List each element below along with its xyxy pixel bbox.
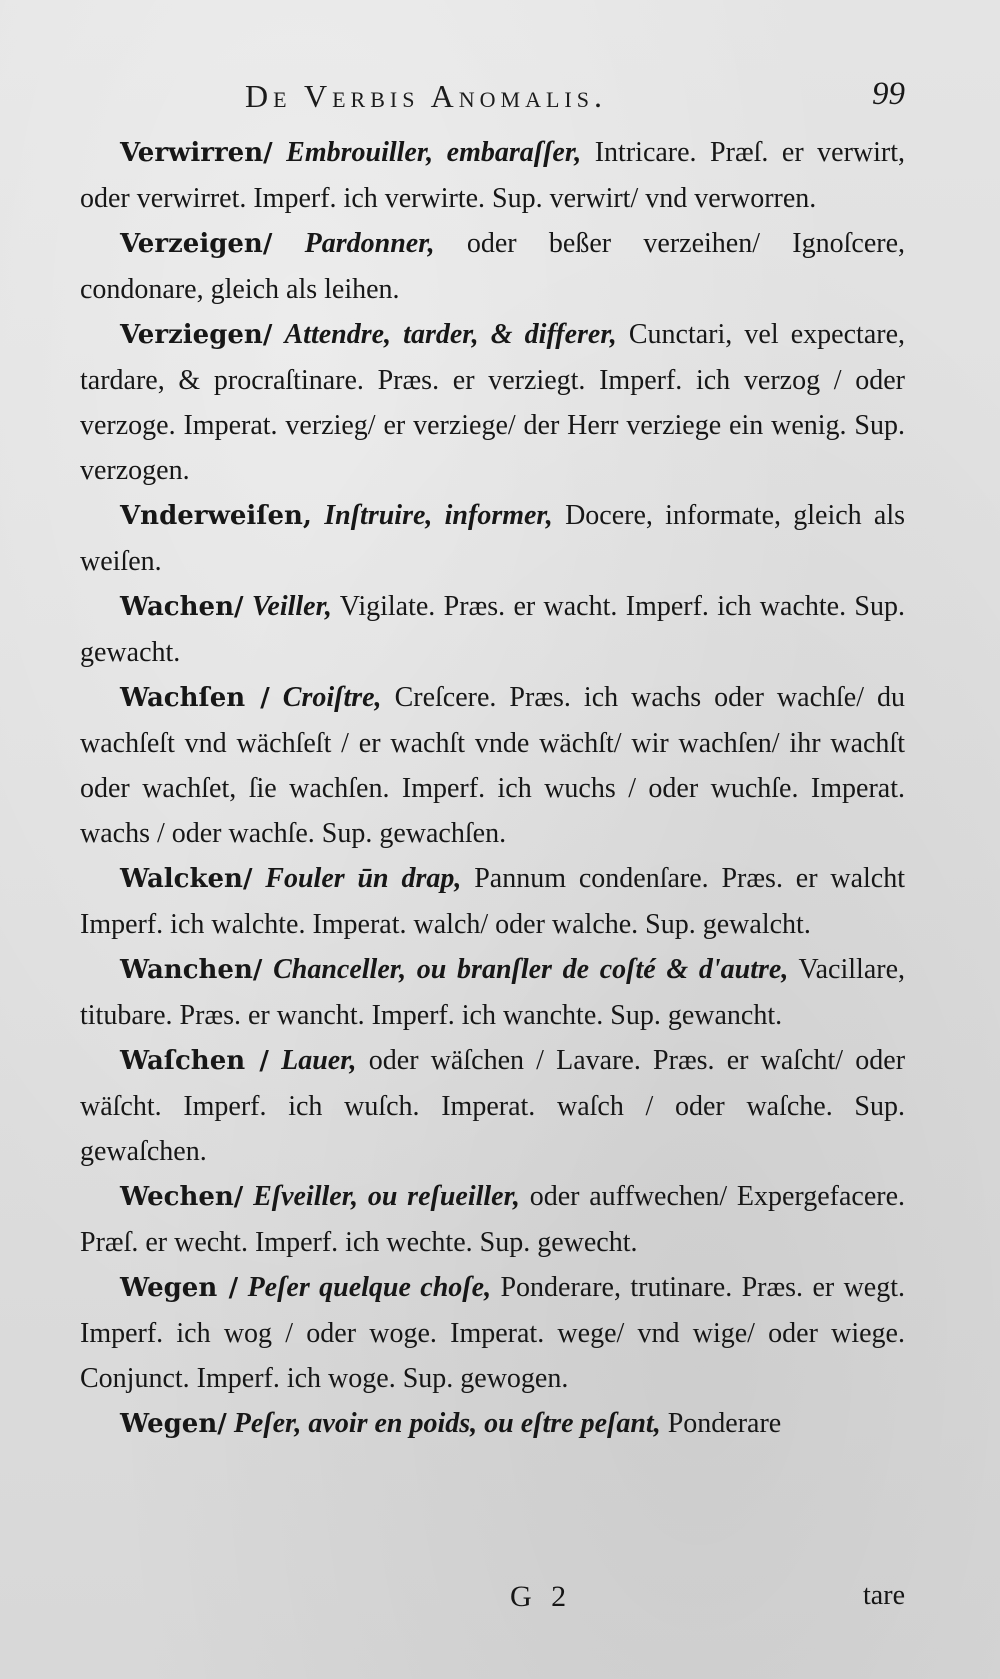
entry-text: Ponderare, trutinare. Præs. er wegt. Imperf. ich wog / oder woge. Imperat. wege/ vnd wige/ oder wiege. Conjunct. Imperf. ich woge. Sup. gewogen. (80, 1272, 906, 1394)
verb-entry (80, 130, 905, 221)
verb-entry (80, 584, 905, 675)
entry-french: Chanceller, ou branſler de coſté & d'autre, (273, 954, 789, 985)
entry-french: Attendre, tarder, & differer, (284, 319, 617, 350)
verb-entry (80, 493, 905, 584)
entry-text: Vigilate. Præs. er wacht. Imperf. ich wachte. Sup. gewacht. (80, 591, 905, 668)
entry-headword: Walcken/ (120, 864, 253, 894)
entry-headword: Verzeigen/ (120, 229, 273, 259)
entry-headword: Wachſen / (120, 683, 270, 713)
entry-french: Veiller, (251, 591, 332, 622)
verb-entry (80, 1174, 905, 1265)
entry-french: Eſveiller, ou reſueiller, (253, 1181, 520, 1212)
dictionary-body (80, 130, 905, 1447)
entry-french: Lauer, (281, 1045, 357, 1076)
entry-text: Intricare. Præſ. er verwirt, oder verwirret. Imperf. ich verwirte. Sup. verwirt/ vnd verworren. (80, 137, 906, 214)
verb-entry (80, 947, 905, 1038)
entry-french: Fouler ūn drap, (265, 863, 462, 894)
verb-entry (80, 675, 905, 856)
entry-french: Peſer, avoir en poids, ou eſtre peſant, (233, 1408, 661, 1439)
entry-text: Cunctari, vel expectare, tardare, & procraſtinare. Præs. er verziegt. Imperf. ich verzog / oder verzoge. Imperat. verzieg/ er verziege/ der Herr verziege ein wenig. Sup. verzogen. (80, 319, 905, 486)
page-footer (80, 1580, 905, 1630)
entry-text: oder auffwechen/ Expergefacere. Præſ. er wecht. Imperf. ich wechte. Sup. gewecht. (80, 1181, 906, 1258)
entry-headword: Wechen/ (120, 1182, 244, 1212)
entry-french: Embrouiller, embaraſſer, (286, 137, 582, 168)
entry-headword: Vnderweiſen, (120, 501, 312, 531)
entry-headword: Wanchen/ (120, 955, 263, 985)
entry-french: Croiſtre, (282, 682, 382, 713)
catchword: tare (863, 1580, 905, 1611)
entry-text: Ponderare (667, 1408, 782, 1439)
entry-text: Docere, informate, gleich als weiſen. (80, 500, 906, 577)
running-title: De Verbis Anomalis. (245, 78, 607, 114)
entry-headword: Wachen/ (120, 592, 244, 622)
verb-entry (80, 1265, 905, 1401)
verb-entry (80, 221, 905, 312)
entry-text: Vacillare, titubare. Præs. er wancht. Imperf. ich wanchte. Sup. gewancht. (80, 954, 906, 1031)
entry-text: Pannum condenſare. Præs. er walcht Imperf. ich walchte. Imperat. walch/ oder walche. Sup. gewalcht. (80, 863, 906, 940)
entry-text: oder wäſchen / Lavare. Præs. er waſcht/ oder wäſcht. Imperf. ich wuſch. Imperat. waſch / oder waſche. Sup. gewaſchen. (80, 1045, 906, 1167)
entry-headword: Verziegen/ (120, 320, 273, 350)
page-number: 99 (872, 76, 905, 112)
signature-mark: G 2 (510, 1580, 573, 1613)
verb-entry (80, 1401, 905, 1447)
entry-french: Inſtruire, informer, (324, 500, 553, 531)
entry-headword: Verwirren/ (120, 138, 273, 168)
entry-text: oder beßer verzeihen/ Ignoſcere, condonare, gleich als leihen. (80, 228, 905, 305)
entry-headword: Wegen/ (120, 1409, 227, 1439)
entry-headword: Waſchen / (120, 1046, 269, 1076)
verb-entry (80, 312, 905, 493)
verb-entry (80, 1038, 905, 1174)
entry-headword: Wegen / (120, 1273, 239, 1303)
entry-text: Creſcere. Præs. ich wachs oder wachſe/ du wachſeſt vnd wächſeſt / er wachſt vnde wächſt/ wir wachſen/ ihr wachſt oder wachſet, ſie wachſen. Imperf. ich wuchs / oder wuchſe. Imperat. wachs / oder wachſe. Sup. gewachſen. (80, 682, 906, 849)
verb-entry (80, 856, 905, 947)
page-header (80, 70, 905, 122)
entry-french: Pardonner, (304, 228, 435, 259)
entry-french: Peſer quelque choſe, (247, 1272, 492, 1303)
